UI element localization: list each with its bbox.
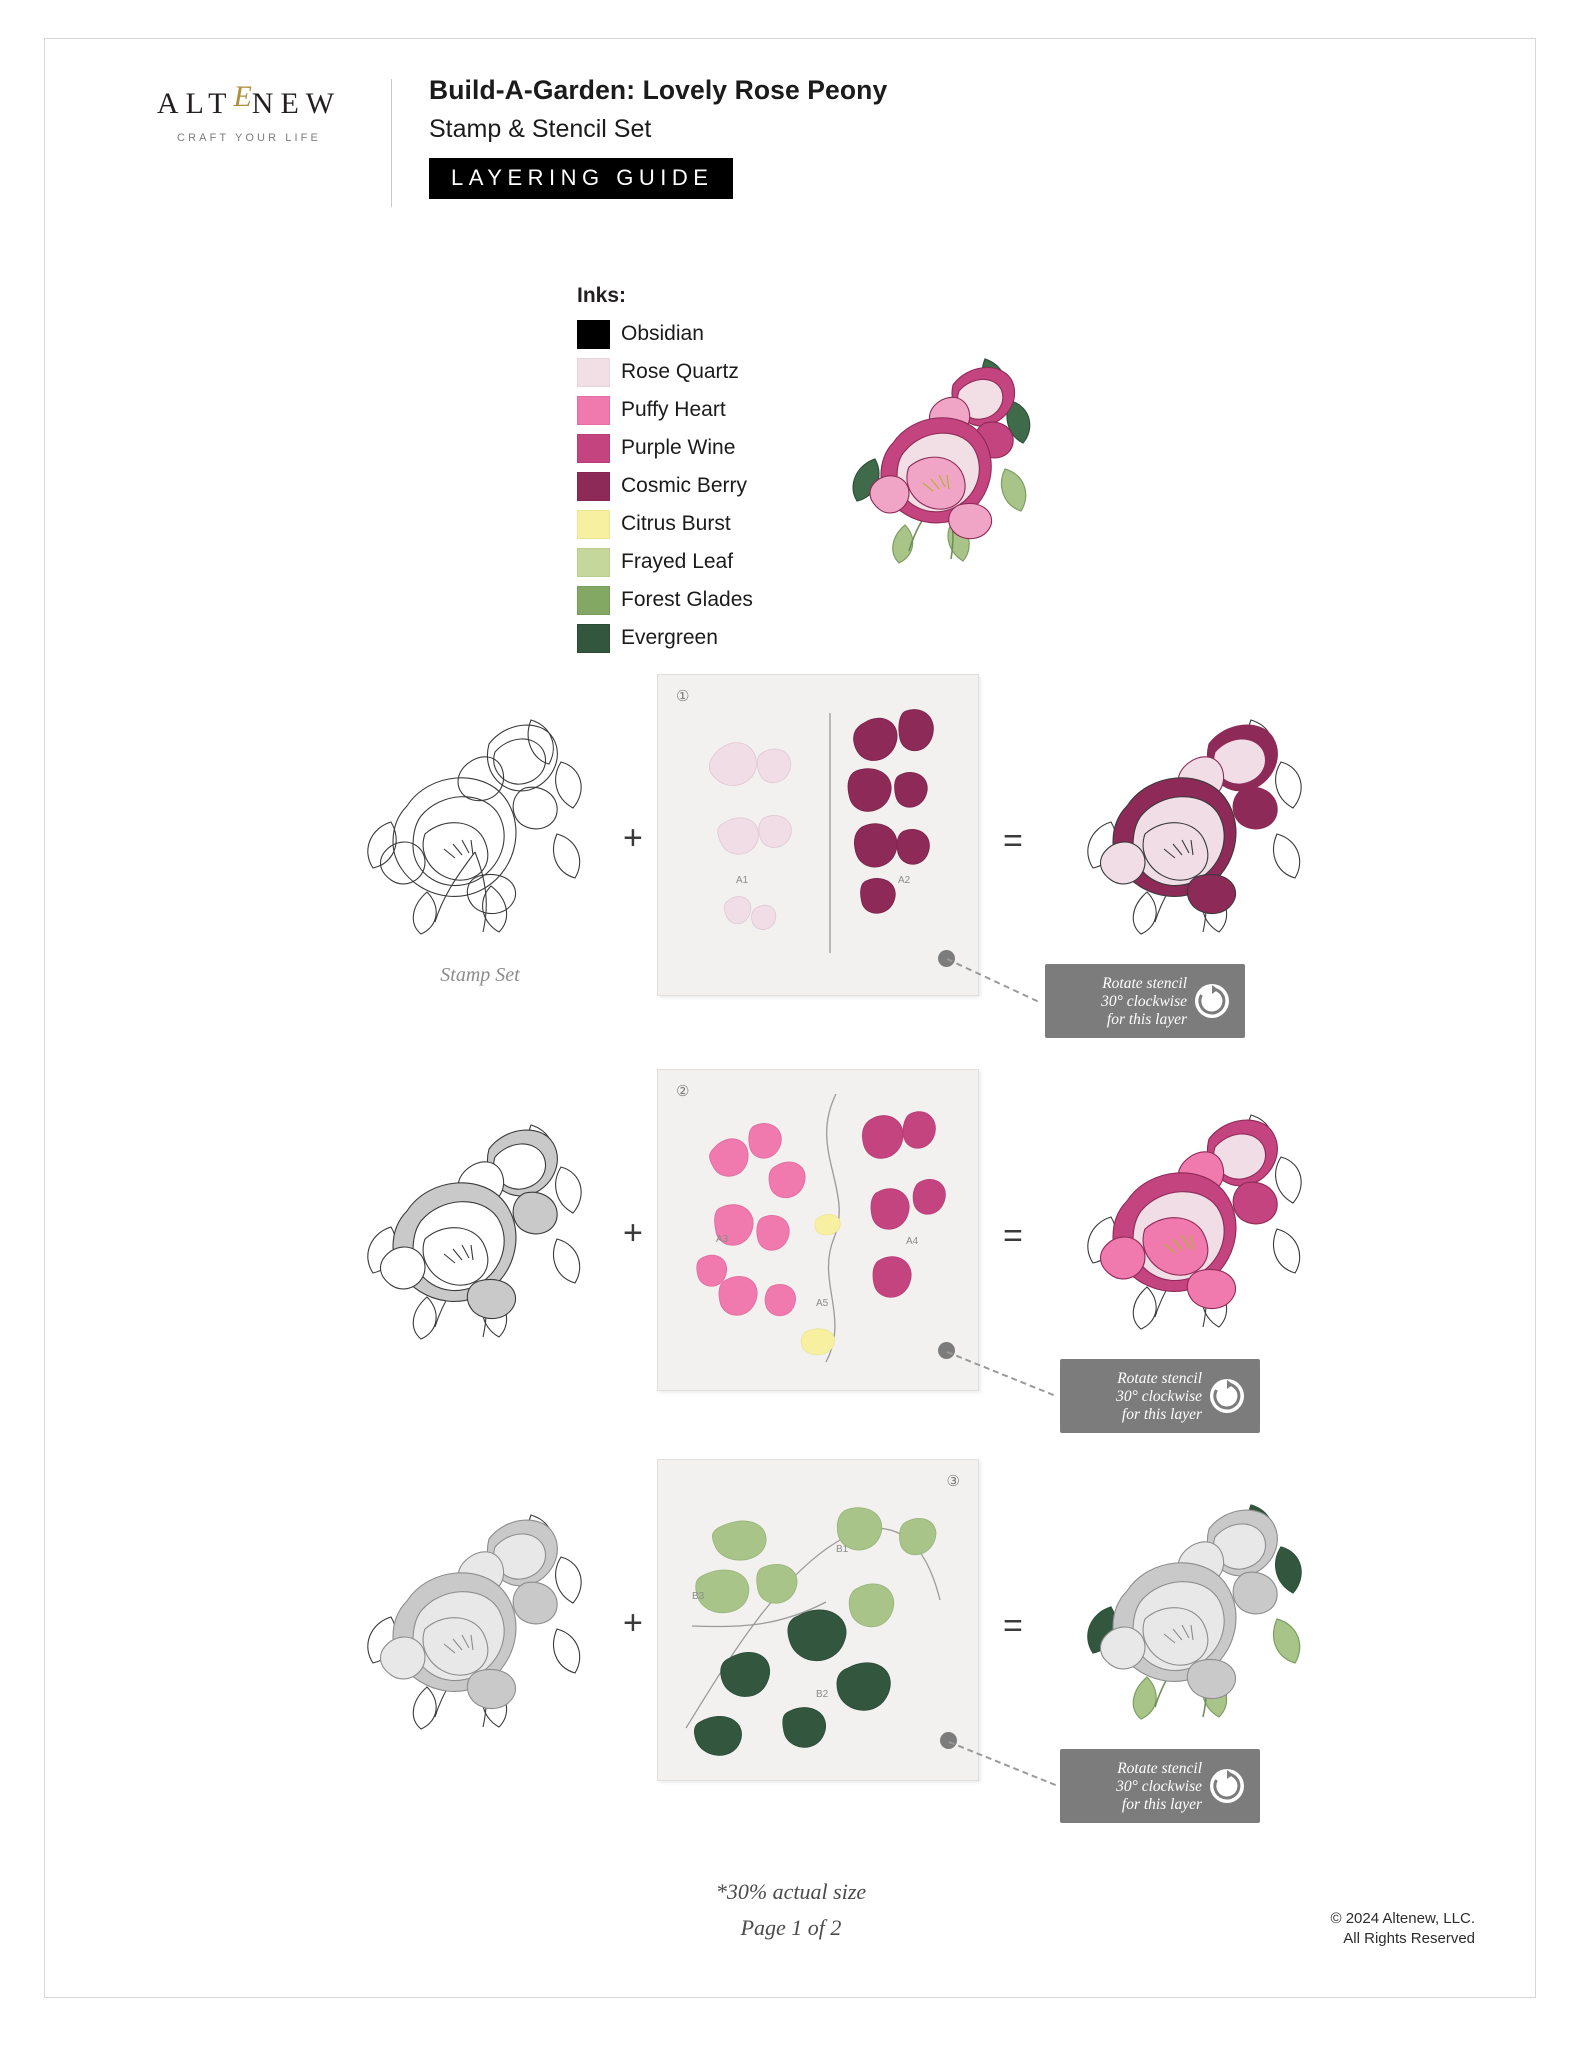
- ink-row: [577, 505, 877, 543]
- ink-swatch-rose-quartz: [577, 358, 610, 387]
- layering-guide-badge: LAYERING GUIDE: [429, 158, 733, 199]
- stamp-outline-artwork-3: [335, 1479, 625, 1739]
- copyright-line-2: All Rights Reserved: [1343, 1930, 1475, 1947]
- layer-result-artwork-1: [1045, 684, 1345, 974]
- stencil-number-1: ①: [676, 688, 690, 705]
- svg-text:A3: A3: [716, 1234, 729, 1245]
- layer-result-artwork-3: [1045, 1469, 1345, 1759]
- ink-row: [577, 543, 877, 581]
- ink-label: Puffy Heart: [621, 398, 726, 421]
- ink-label: Frayed Leaf: [621, 550, 734, 573]
- svg-text:A2: A2: [898, 875, 911, 886]
- inks-legend-title: Inks:: [577, 284, 627, 307]
- logo-wordmark: [120, 80, 378, 121]
- logo-ampersand-glyph: E: [233, 80, 252, 113]
- svg-text:A1: A1: [736, 875, 749, 886]
- ink-label: Cosmic Berry: [621, 474, 748, 497]
- header-divider: [391, 79, 392, 207]
- ink-label: Rose Quartz: [621, 360, 739, 383]
- stamp-set-label: Stamp Set: [440, 964, 520, 986]
- callout-line-3: for this layer: [1106, 1011, 1187, 1028]
- altenew-logo: [120, 80, 378, 144]
- plus-sign-row3: +: [623, 1604, 643, 1642]
- inks-legend: [577, 284, 877, 657]
- ink-label: Obsidian: [621, 322, 704, 345]
- ink-label: Evergreen: [621, 626, 718, 649]
- stamp-outline-artwork-1: [335, 694, 625, 954]
- svg-text:B3: B3: [692, 1591, 705, 1602]
- ink-row: [577, 391, 877, 429]
- callout-line-1: Rotate stencil: [1117, 1760, 1202, 1777]
- callout-line-1: Rotate stencil: [1117, 1370, 1202, 1387]
- stencil-number-2: ②: [676, 1083, 690, 1100]
- rotate-callout-text-1: [1057, 975, 1187, 1029]
- ink-swatch-forest-glades: [577, 586, 610, 615]
- footer-notes: [45, 1874, 1537, 1946]
- callout-line-2: 30° clockwise: [1116, 1388, 1202, 1405]
- plus-sign-row2: +: [623, 1214, 643, 1252]
- rotate-callout-text-3: [1072, 1760, 1202, 1814]
- svg-text:A4: A4: [906, 1236, 919, 1247]
- ink-swatch-purple-wine: [577, 434, 610, 463]
- layer-row-1: [45, 674, 1537, 1054]
- ink-swatch-frayed-leaf: [577, 548, 610, 577]
- svg-text:B2: B2: [816, 1689, 829, 1700]
- logo-left: ALT: [156, 87, 234, 120]
- ink-row: [577, 619, 877, 657]
- rotate-callout-2: [1060, 1359, 1260, 1433]
- callout-line-3: for this layer: [1121, 1796, 1202, 1813]
- equals-sign-row3: =: [1003, 1607, 1023, 1645]
- callout-line-2: 30° clockwise: [1101, 993, 1187, 1010]
- rotate-callout-text-2: [1072, 1370, 1202, 1424]
- callout-line-2: 30° clockwise: [1116, 1778, 1202, 1795]
- stencil-number-3: ③: [946, 1473, 960, 1490]
- ink-label: Forest Glades: [621, 588, 753, 611]
- document-header: [85, 69, 1085, 219]
- ink-row: [577, 467, 877, 505]
- rotate-callout-3: [1060, 1749, 1260, 1823]
- guide-page: [44, 38, 1536, 1998]
- callout-line-3: for this layer: [1121, 1406, 1202, 1423]
- plus-sign-row1: +: [623, 819, 643, 857]
- callout-line-1: Rotate stencil: [1102, 975, 1187, 992]
- page-number: Page 1 of 2: [740, 1915, 842, 1940]
- copyright-line-1: © 2024 Altenew, LLC.: [1330, 1910, 1475, 1927]
- ink-swatch-puffy-heart: [577, 396, 610, 425]
- logo-tagline: CRAFT YOUR LIFE: [177, 132, 321, 144]
- scale-note: *30% actual size: [715, 1879, 867, 1904]
- equals-sign-row2: =: [1003, 1217, 1023, 1255]
- stamp-outline-artwork-2: [335, 1089, 625, 1349]
- finished-artwork-preview: [835, 339, 1055, 569]
- title-block: [429, 75, 887, 199]
- rotate-callout-1: [1045, 964, 1245, 1038]
- stencil-panel-1: [657, 674, 979, 996]
- rotate-clockwise-icon: [1208, 1767, 1246, 1805]
- layer-row-2: [45, 1069, 1537, 1459]
- logo-right: NEW: [251, 87, 342, 120]
- page-title: Build-A-Garden: Lovely Rose Peony: [429, 75, 888, 105]
- ink-label: Purple Wine: [621, 436, 736, 459]
- equals-sign-row1: =: [1003, 822, 1023, 860]
- ink-row: [577, 429, 877, 467]
- ink-swatch-obsidian: [577, 320, 610, 349]
- ink-swatch-cosmic-berry: [577, 472, 610, 501]
- ink-swatch-evergreen: [577, 624, 610, 653]
- svg-text:A5: A5: [816, 1298, 829, 1309]
- ink-row: [577, 315, 877, 353]
- rotate-clockwise-icon: [1208, 1377, 1246, 1415]
- page-subtitle: Stamp & Stencil Set: [429, 115, 652, 143]
- ink-label: Citrus Burst: [621, 512, 731, 535]
- rotate-clockwise-icon: [1193, 982, 1231, 1020]
- ink-row: [577, 581, 877, 619]
- copyright-block: [1331, 1909, 1476, 1949]
- layer-result-artwork-2: [1045, 1079, 1345, 1369]
- layer-row-3: [45, 1459, 1537, 1849]
- stencil-panel-3: [657, 1459, 979, 1781]
- svg-text:B1: B1: [836, 1544, 849, 1555]
- ink-row: [577, 353, 877, 391]
- stencil-panel-2: [657, 1069, 979, 1391]
- ink-swatch-citrus-burst: [577, 510, 610, 539]
